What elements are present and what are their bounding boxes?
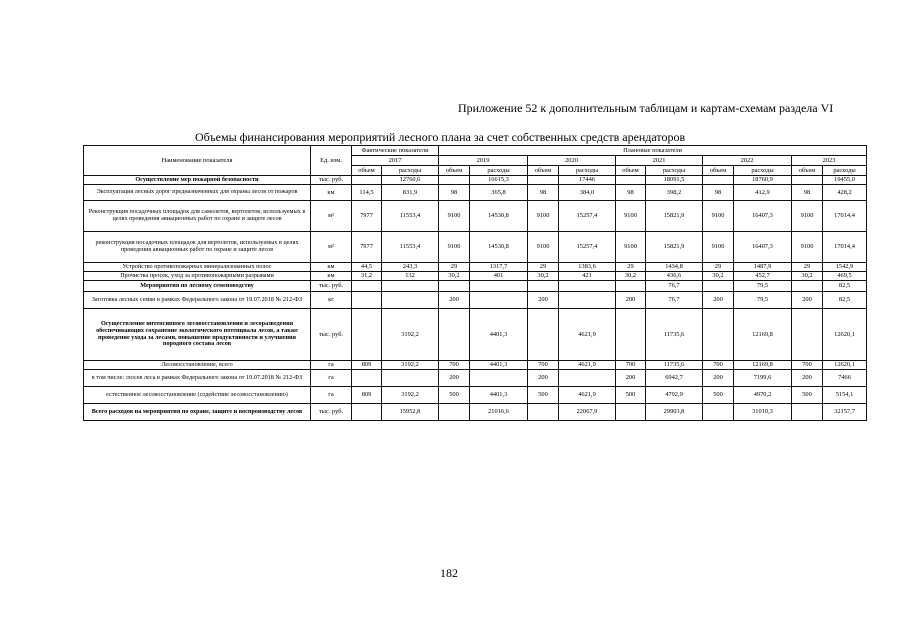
row-unit: га: [311, 370, 352, 387]
expense-cell: 12169,8: [734, 309, 792, 361]
volume-cell: 9100: [616, 232, 646, 263]
expense-cell: 18091,5: [646, 176, 703, 185]
expense-cell: 4970,2: [734, 387, 792, 404]
expense-cell: 4401,3: [470, 309, 528, 361]
table-row: [84, 281, 867, 292]
volume-cell: [703, 281, 734, 292]
expense-cell: 21016,6: [470, 404, 528, 421]
expense-cell: 1434,8: [646, 263, 703, 272]
expense-cell: 79,5: [734, 292, 792, 309]
expense-cell: 3192,2: [382, 387, 439, 404]
header-year: 2020: [528, 156, 616, 166]
volume-cell: [528, 281, 559, 292]
row-unit: тыс. руб.: [311, 404, 352, 421]
expense-cell: 82,5: [823, 292, 867, 309]
expense-cell: 365,8: [470, 185, 528, 201]
header-expenses: расходы: [559, 166, 616, 176]
header-expenses: расходы: [823, 166, 867, 176]
expense-cell: 469,5: [823, 272, 867, 281]
volume-cell: [352, 370, 382, 387]
volume-cell: 500: [792, 387, 823, 404]
table-row: [84, 272, 867, 281]
header-year: 2023: [792, 156, 867, 166]
volume-cell: 9100: [528, 232, 559, 263]
expense-cell: 11735,6: [646, 361, 703, 370]
expense-cell: 12620,1: [823, 309, 867, 361]
volume-cell: [616, 404, 646, 421]
row-name: Устройство противопожарных минерализованных полос: [84, 263, 311, 272]
volume-cell: 30,2: [528, 272, 559, 281]
table-row: [84, 263, 867, 272]
expense-cell: [559, 292, 616, 309]
header-name: Наименование показателя: [84, 146, 311, 176]
expense-cell: 11553,4: [382, 232, 439, 263]
expense-cell: 17014,4: [823, 232, 867, 263]
volume-cell: 500: [616, 387, 646, 404]
volume-cell: 700: [616, 361, 646, 370]
row-unit: м²: [311, 232, 352, 263]
volume-cell: [792, 404, 823, 421]
volume-cell: 700: [528, 361, 559, 370]
expense-cell: 16615,3: [470, 176, 528, 185]
volume-cell: 29: [439, 263, 470, 272]
volume-cell: 200: [792, 292, 823, 309]
table-title: Объемы финансирования мероприятий лесного плана за счет собственных средств арендаторов: [195, 130, 686, 144]
table-row: [84, 387, 867, 404]
expense-cell: 18760,9: [734, 176, 792, 185]
expense-cell: 1383,6: [559, 263, 616, 272]
table-body: [84, 176, 867, 421]
row-name: Заготовка лесных семян в рамках Федерального закона от 19.07.2018 № 212-ФЗ: [84, 292, 311, 309]
header-volume: объем: [352, 166, 382, 176]
header-expenses: расходы: [646, 166, 703, 176]
expense-cell: 4401,3: [470, 387, 528, 404]
header-row-1: [84, 146, 867, 156]
volume-cell: 200: [528, 292, 559, 309]
volume-cell: 200: [703, 370, 734, 387]
expense-cell: 17446: [559, 176, 616, 185]
volume-cell: 9100: [792, 232, 823, 263]
volume-cell: [528, 404, 559, 421]
expense-cell: 421: [559, 272, 616, 281]
expense-cell: 436,6: [646, 272, 703, 281]
table-row: [84, 309, 867, 361]
expense-cell: 15821,9: [646, 201, 703, 232]
volume-cell: 9100: [703, 232, 734, 263]
header-year: 2021: [616, 156, 703, 166]
volume-cell: 29: [703, 263, 734, 272]
volume-cell: [703, 404, 734, 421]
volume-cell: [352, 404, 382, 421]
volume-cell: [616, 281, 646, 292]
volume-cell: [703, 309, 734, 361]
expense-cell: 14530,8: [470, 232, 528, 263]
header-unit: Ед. изм.: [311, 146, 352, 176]
row-unit: га: [311, 387, 352, 404]
expense-cell: 452,7: [734, 272, 792, 281]
row-name: реконструкция посадочных площадок для вертолетов, используемых в целях проведения авиационных работ по охране и защите лесов: [84, 232, 311, 263]
row-name: Эксплуатация лесных дорог предназначенных для охраны лесов от пожаров: [84, 185, 311, 201]
expense-cell: 12620,1: [823, 361, 867, 370]
table-row: [84, 292, 867, 309]
expense-cell: [382, 370, 439, 387]
expense-cell: 82,5: [823, 281, 867, 292]
expense-cell: 401: [470, 272, 528, 281]
volume-cell: 700: [703, 361, 734, 370]
expense-cell: 132: [382, 272, 439, 281]
volume-cell: 30,2: [792, 272, 823, 281]
expense-cell: 5154,1: [823, 387, 867, 404]
volume-cell: 200: [792, 370, 823, 387]
volume-cell: 29: [616, 263, 646, 272]
expense-cell: 16407,3: [734, 232, 792, 263]
volume-cell: [439, 404, 470, 421]
table-row: [84, 176, 867, 185]
header-planned: Плановые показатели: [439, 146, 867, 156]
header-actual: Фактические показатели: [352, 146, 439, 156]
header-expenses: расходы: [734, 166, 792, 176]
expense-cell: 32157,7: [823, 404, 867, 421]
expense-cell: 1317,7: [470, 263, 528, 272]
expense-cell: [470, 281, 528, 292]
row-name: Лесовосстановление, всего: [84, 361, 311, 370]
volume-cell: 114,5: [352, 185, 382, 201]
volume-cell: 500: [703, 387, 734, 404]
expense-cell: 15257,4: [559, 201, 616, 232]
expense-cell: 29903,8: [646, 404, 703, 421]
volume-cell: [616, 176, 646, 185]
page-number: 182: [440, 566, 458, 580]
expense-cell: 12760,6: [382, 176, 439, 185]
row-name: Осуществление мер пожарной безопасности: [84, 176, 311, 185]
volume-cell: [703, 176, 734, 185]
expense-cell: 31010,3: [734, 404, 792, 421]
volume-cell: 30,2: [439, 272, 470, 281]
volume-cell: 809: [352, 361, 382, 370]
volume-cell: 98: [792, 185, 823, 201]
volume-cell: 44,5: [352, 263, 382, 272]
volume-cell: 200: [616, 292, 646, 309]
volume-cell: [352, 176, 382, 185]
volume-cell: 98: [528, 185, 559, 201]
header-expenses: расходы: [382, 166, 439, 176]
expense-cell: 79,5: [734, 281, 792, 292]
volume-cell: 98: [703, 185, 734, 201]
header-expenses: расходы: [470, 166, 528, 176]
row-name: Мероприятия по лесному семеноводству: [84, 281, 311, 292]
header-year: 2017: [352, 156, 439, 166]
expense-cell: 15821,9: [646, 232, 703, 263]
row-unit: км: [311, 263, 352, 272]
row-unit: тыс. руб.: [311, 309, 352, 361]
volume-cell: 29: [528, 263, 559, 272]
volume-cell: 500: [528, 387, 559, 404]
expense-cell: 15257,4: [559, 232, 616, 263]
volume-cell: [352, 292, 382, 309]
header-volume: объем: [703, 166, 734, 176]
volume-cell: 200: [703, 292, 734, 309]
expense-cell: [382, 292, 439, 309]
volume-cell: 30,2: [616, 272, 646, 281]
volume-cell: 9100: [792, 201, 823, 232]
row-unit: км: [311, 185, 352, 201]
row-name: естественное лесовосстановление (содействие лесовосстановлению): [84, 387, 311, 404]
expense-cell: 398,2: [646, 185, 703, 201]
expense-cell: 1542,9: [823, 263, 867, 272]
volume-cell: 9100: [703, 201, 734, 232]
table-row: [84, 232, 867, 263]
expense-cell: 384,0: [559, 185, 616, 201]
expense-cell: 4621,9: [559, 309, 616, 361]
appendix-caption: Приложение 52 к дополнительным таблицам и картам-схемам раздела VI: [458, 101, 834, 115]
volume-cell: 200: [439, 370, 470, 387]
volume-cell: [528, 309, 559, 361]
volume-cell: 200: [528, 370, 559, 387]
header-volume: объем: [439, 166, 470, 176]
volume-cell: 9100: [439, 232, 470, 263]
row-unit: га: [311, 361, 352, 370]
expense-cell: 412,9: [734, 185, 792, 201]
row-unit: км: [311, 272, 352, 281]
expense-cell: 428,2: [823, 185, 867, 201]
row-name: Всего расходов на мероприятия по охране, защите и воспроизводству лесов: [84, 404, 311, 421]
expense-cell: 16407,3: [734, 201, 792, 232]
expense-cell: [470, 292, 528, 309]
expense-cell: 76,7: [646, 281, 703, 292]
expense-cell: [559, 370, 616, 387]
row-unit: м²: [311, 201, 352, 232]
volume-cell: 7977: [352, 201, 382, 232]
row-name: Осуществление интенсивного лесовосстановления и лесоразведения обеспечивающих сохранение экологического потенциала лесов, а также проведение ухода за лесами, повышение продуктивности и улучшения породного состава лесов: [84, 309, 311, 361]
volume-cell: [792, 281, 823, 292]
expense-cell: 6942,7: [646, 370, 703, 387]
volume-cell: [439, 281, 470, 292]
header-volume: объем: [616, 166, 646, 176]
volume-cell: 500: [439, 387, 470, 404]
header-year: 2022: [703, 156, 792, 166]
expense-cell: 7466: [823, 370, 867, 387]
volume-cell: 9100: [439, 201, 470, 232]
expense-cell: 19455,0: [823, 176, 867, 185]
volume-cell: [439, 309, 470, 361]
volume-cell: [792, 309, 823, 361]
row-unit: тыс. руб.: [311, 281, 352, 292]
expense-cell: 12169,8: [734, 361, 792, 370]
expense-cell: [559, 281, 616, 292]
expense-cell: 831,9: [382, 185, 439, 201]
table-row: [84, 370, 867, 387]
expense-cell: 3192,2: [382, 309, 439, 361]
table-row: [84, 361, 867, 370]
volume-cell: [792, 176, 823, 185]
volume-cell: 700: [439, 361, 470, 370]
volume-cell: [616, 309, 646, 361]
financing-table: [83, 145, 867, 421]
table-row: [84, 185, 867, 201]
volume-cell: [352, 281, 382, 292]
expense-cell: 11553,4: [382, 201, 439, 232]
expense-cell: 243,3: [382, 263, 439, 272]
expense-cell: 4621,9: [559, 387, 616, 404]
expense-cell: 11735,6: [646, 309, 703, 361]
expense-cell: 76,7: [646, 292, 703, 309]
expense-cell: 4621,9: [559, 361, 616, 370]
header-volume: объем: [528, 166, 559, 176]
expense-cell: 15952,8: [382, 404, 439, 421]
expense-cell: [382, 281, 439, 292]
volume-cell: 30,2: [703, 272, 734, 281]
expense-cell: 1487,9: [734, 263, 792, 272]
volume-cell: 98: [616, 185, 646, 201]
row-name: Прочистка просек, уход за противопожарными разрывами: [84, 272, 311, 281]
row-unit: тыс. руб.: [311, 176, 352, 185]
expense-cell: 14530,8: [470, 201, 528, 232]
volume-cell: 200: [616, 370, 646, 387]
expense-cell: 17014,4: [823, 201, 867, 232]
volume-cell: [528, 176, 559, 185]
expense-cell: [470, 370, 528, 387]
volume-cell: 809: [352, 387, 382, 404]
volume-cell: 31,2: [352, 272, 382, 281]
header-year: 2019: [439, 156, 528, 166]
expense-cell: 22067,9: [559, 404, 616, 421]
expense-cell: 7199,6: [734, 370, 792, 387]
table-row: [84, 404, 867, 421]
expense-cell: 4792,9: [646, 387, 703, 404]
volume-cell: [439, 176, 470, 185]
volume-cell: 29: [792, 263, 823, 272]
volume-cell: 9100: [616, 201, 646, 232]
row-name: в том числе: :посев леса в рамках Федерального закона от 19.07.2018 № 212-ФЗ: [84, 370, 311, 387]
volume-cell: 9100: [528, 201, 559, 232]
row-name: Реконструкция посадочных площадок для самолетов, вертолетов, используемых в целях проведения авиационных работ по охране и защите лесов: [84, 201, 311, 232]
volume-cell: 7977: [352, 232, 382, 263]
volume-cell: 98: [439, 185, 470, 201]
expense-cell: 4401,3: [470, 361, 528, 370]
volume-cell: 700: [792, 361, 823, 370]
table-row: [84, 201, 867, 232]
expense-cell: 3192,2: [382, 361, 439, 370]
volume-cell: 200: [439, 292, 470, 309]
header-volume: объем: [792, 166, 823, 176]
row-unit: кг: [311, 292, 352, 309]
volume-cell: [352, 309, 382, 361]
